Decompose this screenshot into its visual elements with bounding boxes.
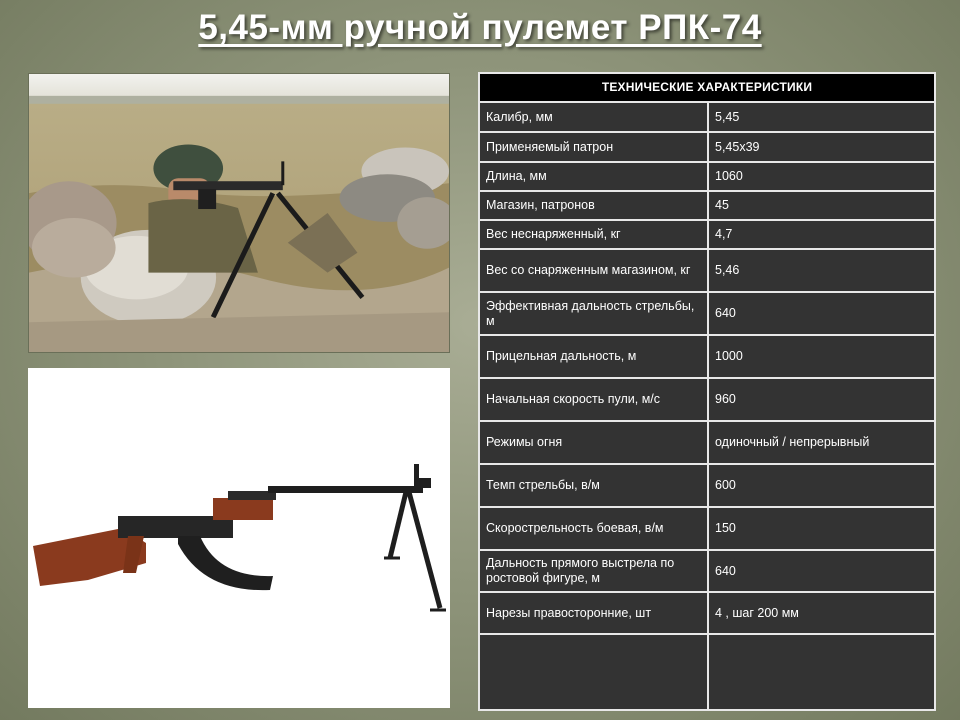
spec-value: 600: [708, 464, 935, 507]
spec-value: 4 , шаг 200 мм: [708, 592, 935, 634]
spec-label: Длина, мм: [479, 162, 708, 191]
spec-label: Калибр, мм: [479, 102, 708, 132]
spec-label: Вес неснаряженный, кг: [479, 220, 708, 249]
table-row: [479, 249, 935, 292]
table-header: ТЕХНИЧЕСКИЕ ХАРАКТЕРИСТИКИ: [479, 73, 935, 102]
spec-value: 640: [708, 292, 935, 335]
spec-value: 4,7: [708, 220, 935, 249]
spec-value: 5,46: [708, 249, 935, 292]
table-row: [479, 132, 935, 162]
spec-label: Скорострельность боевая, в/м: [479, 507, 708, 550]
table-row: [479, 550, 935, 592]
spec-value: 960: [708, 378, 935, 421]
spec-value: одиночный / непрерывный: [708, 421, 935, 464]
spec-label: Прицельная дальность, м: [479, 335, 708, 378]
spec-value: 5,45: [708, 102, 935, 132]
spec-label: Начальная скорость пули, м/с: [479, 378, 708, 421]
table-row: [479, 102, 935, 132]
table-row: [479, 378, 935, 421]
table-row: [479, 507, 935, 550]
spec-value: 1000: [708, 335, 935, 378]
spec-label: Нарезы правосторонние, шт: [479, 592, 708, 634]
rifle-photo: [28, 368, 450, 708]
spec-label: Дальность прямого выстрела по ростовой фигуре, м: [479, 550, 708, 592]
spec-label: Эффективная дальность стрельбы, м: [479, 292, 708, 335]
spec-label: Магазин, патронов: [479, 191, 708, 220]
slide-title: 5,45-мм ручной пулемет РПК-74: [198, 8, 762, 47]
spec-label: Применяемый патрон: [479, 132, 708, 162]
table-row: [479, 464, 935, 507]
table-row: [479, 162, 935, 191]
spec-value: 640: [708, 550, 935, 592]
table-row: [479, 220, 935, 249]
spec-value: [708, 634, 935, 710]
spec-value: 45: [708, 191, 935, 220]
table-row: [479, 634, 935, 710]
spec-label: Вес со снаряженным магазином, кг: [479, 249, 708, 292]
table-row: [479, 335, 935, 378]
table-row: [479, 292, 935, 335]
table-row: [479, 191, 935, 220]
table-row: [479, 421, 935, 464]
spec-label: [479, 634, 708, 710]
spec-value: 1060: [708, 162, 935, 191]
soldier-photo: [28, 73, 450, 353]
spec-value: 5,45х39: [708, 132, 935, 162]
spec-value: 150: [708, 507, 935, 550]
specifications-table: [478, 72, 936, 711]
table-row: [479, 592, 935, 634]
spec-label: Темп стрельбы, в/м: [479, 464, 708, 507]
spec-label: Режимы огня: [479, 421, 708, 464]
